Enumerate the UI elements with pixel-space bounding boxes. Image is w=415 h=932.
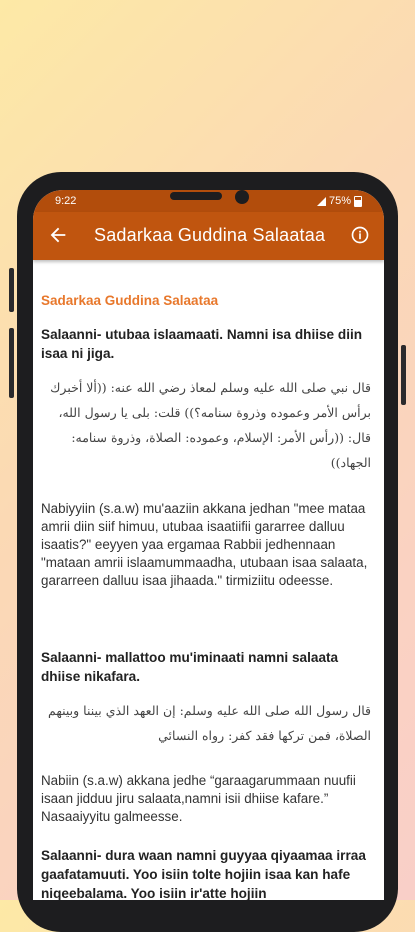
page-title: Sadarkaa Guddina Salaataa xyxy=(94,225,326,245)
power-button xyxy=(9,328,14,398)
volume-button xyxy=(9,268,14,312)
article-paragraph-2: Nabiin (s.a.w) akkana jedhe “garaagarummaan nuufii isaan jidduu jiru salaata,namni isii dhiise kafare.” Nasaaiyyitu galmeesse. xyxy=(41,773,356,824)
section-title: Sadarkaa Guddina Salaataa xyxy=(41,293,219,308)
side-button xyxy=(401,345,406,405)
article-heading-2: Salaanni- mallattoo mu'iminaati namni salaata dhiise nikafara. xyxy=(41,650,339,684)
battery-icon xyxy=(354,196,362,207)
speaker-notch xyxy=(170,192,222,200)
article-heading-3: Salaanni- dura waan namni guyyaa qiyaamaa irraa gaafatamuuti. Yoo isiin tolte hojiin isaa kan hafe niqeebalama. Yoo isiin ir'atte hojiin xyxy=(41,848,366,900)
article-content[interactable] xyxy=(33,260,384,900)
status-icons xyxy=(317,195,362,207)
info-icon[interactable] xyxy=(350,225,370,245)
app-bar xyxy=(33,212,384,260)
camera-icon xyxy=(235,190,249,204)
battery-percent: 75% xyxy=(328,195,351,207)
arabic-text-1: قال نبي صلى الله عليه وسلم لمعاذ رضي الله عنه: ((ألا أخبرك برأس الأمر وعموده وذروة سنامه؟)) قلت: بلى يا رسول الله، قال: ((رأس الأمر: الإسلام، وعموده: الصلاة، وذروة سنامه: الجهاد)) xyxy=(50,380,371,470)
back-arrow-icon[interactable] xyxy=(47,224,69,246)
article-paragraph-1: Nabiyyiin (s.a.w) mu'aaziin akkana jedhan "mee mataa amrii diin siif himuu, utubaa isaatiifii gararree dalluu isaatis?" eeyyen yaa ergamaa Rabbii jedhennaan "mataan amrii islaamummaadha, utubaan isaa salaata, gararreen dalluu isaa jihaada." tirmiziitu odeesse. xyxy=(41,501,368,588)
status-time: 9:22 xyxy=(55,195,77,207)
article-heading-1: Salaanni- utubaa islaamaati. Namni isa dhiise diin isaa ni jiga. xyxy=(41,327,363,361)
arabic-text-2: قال رسول الله صلى الله عليه وسلم: إن العهد الذي بيننا وبينهم الصلاة، فمن تركها فقد كفر: رواه النسائي xyxy=(48,703,371,743)
status-bar xyxy=(33,190,384,212)
app-screen xyxy=(33,190,384,900)
signal-icon xyxy=(317,197,326,206)
